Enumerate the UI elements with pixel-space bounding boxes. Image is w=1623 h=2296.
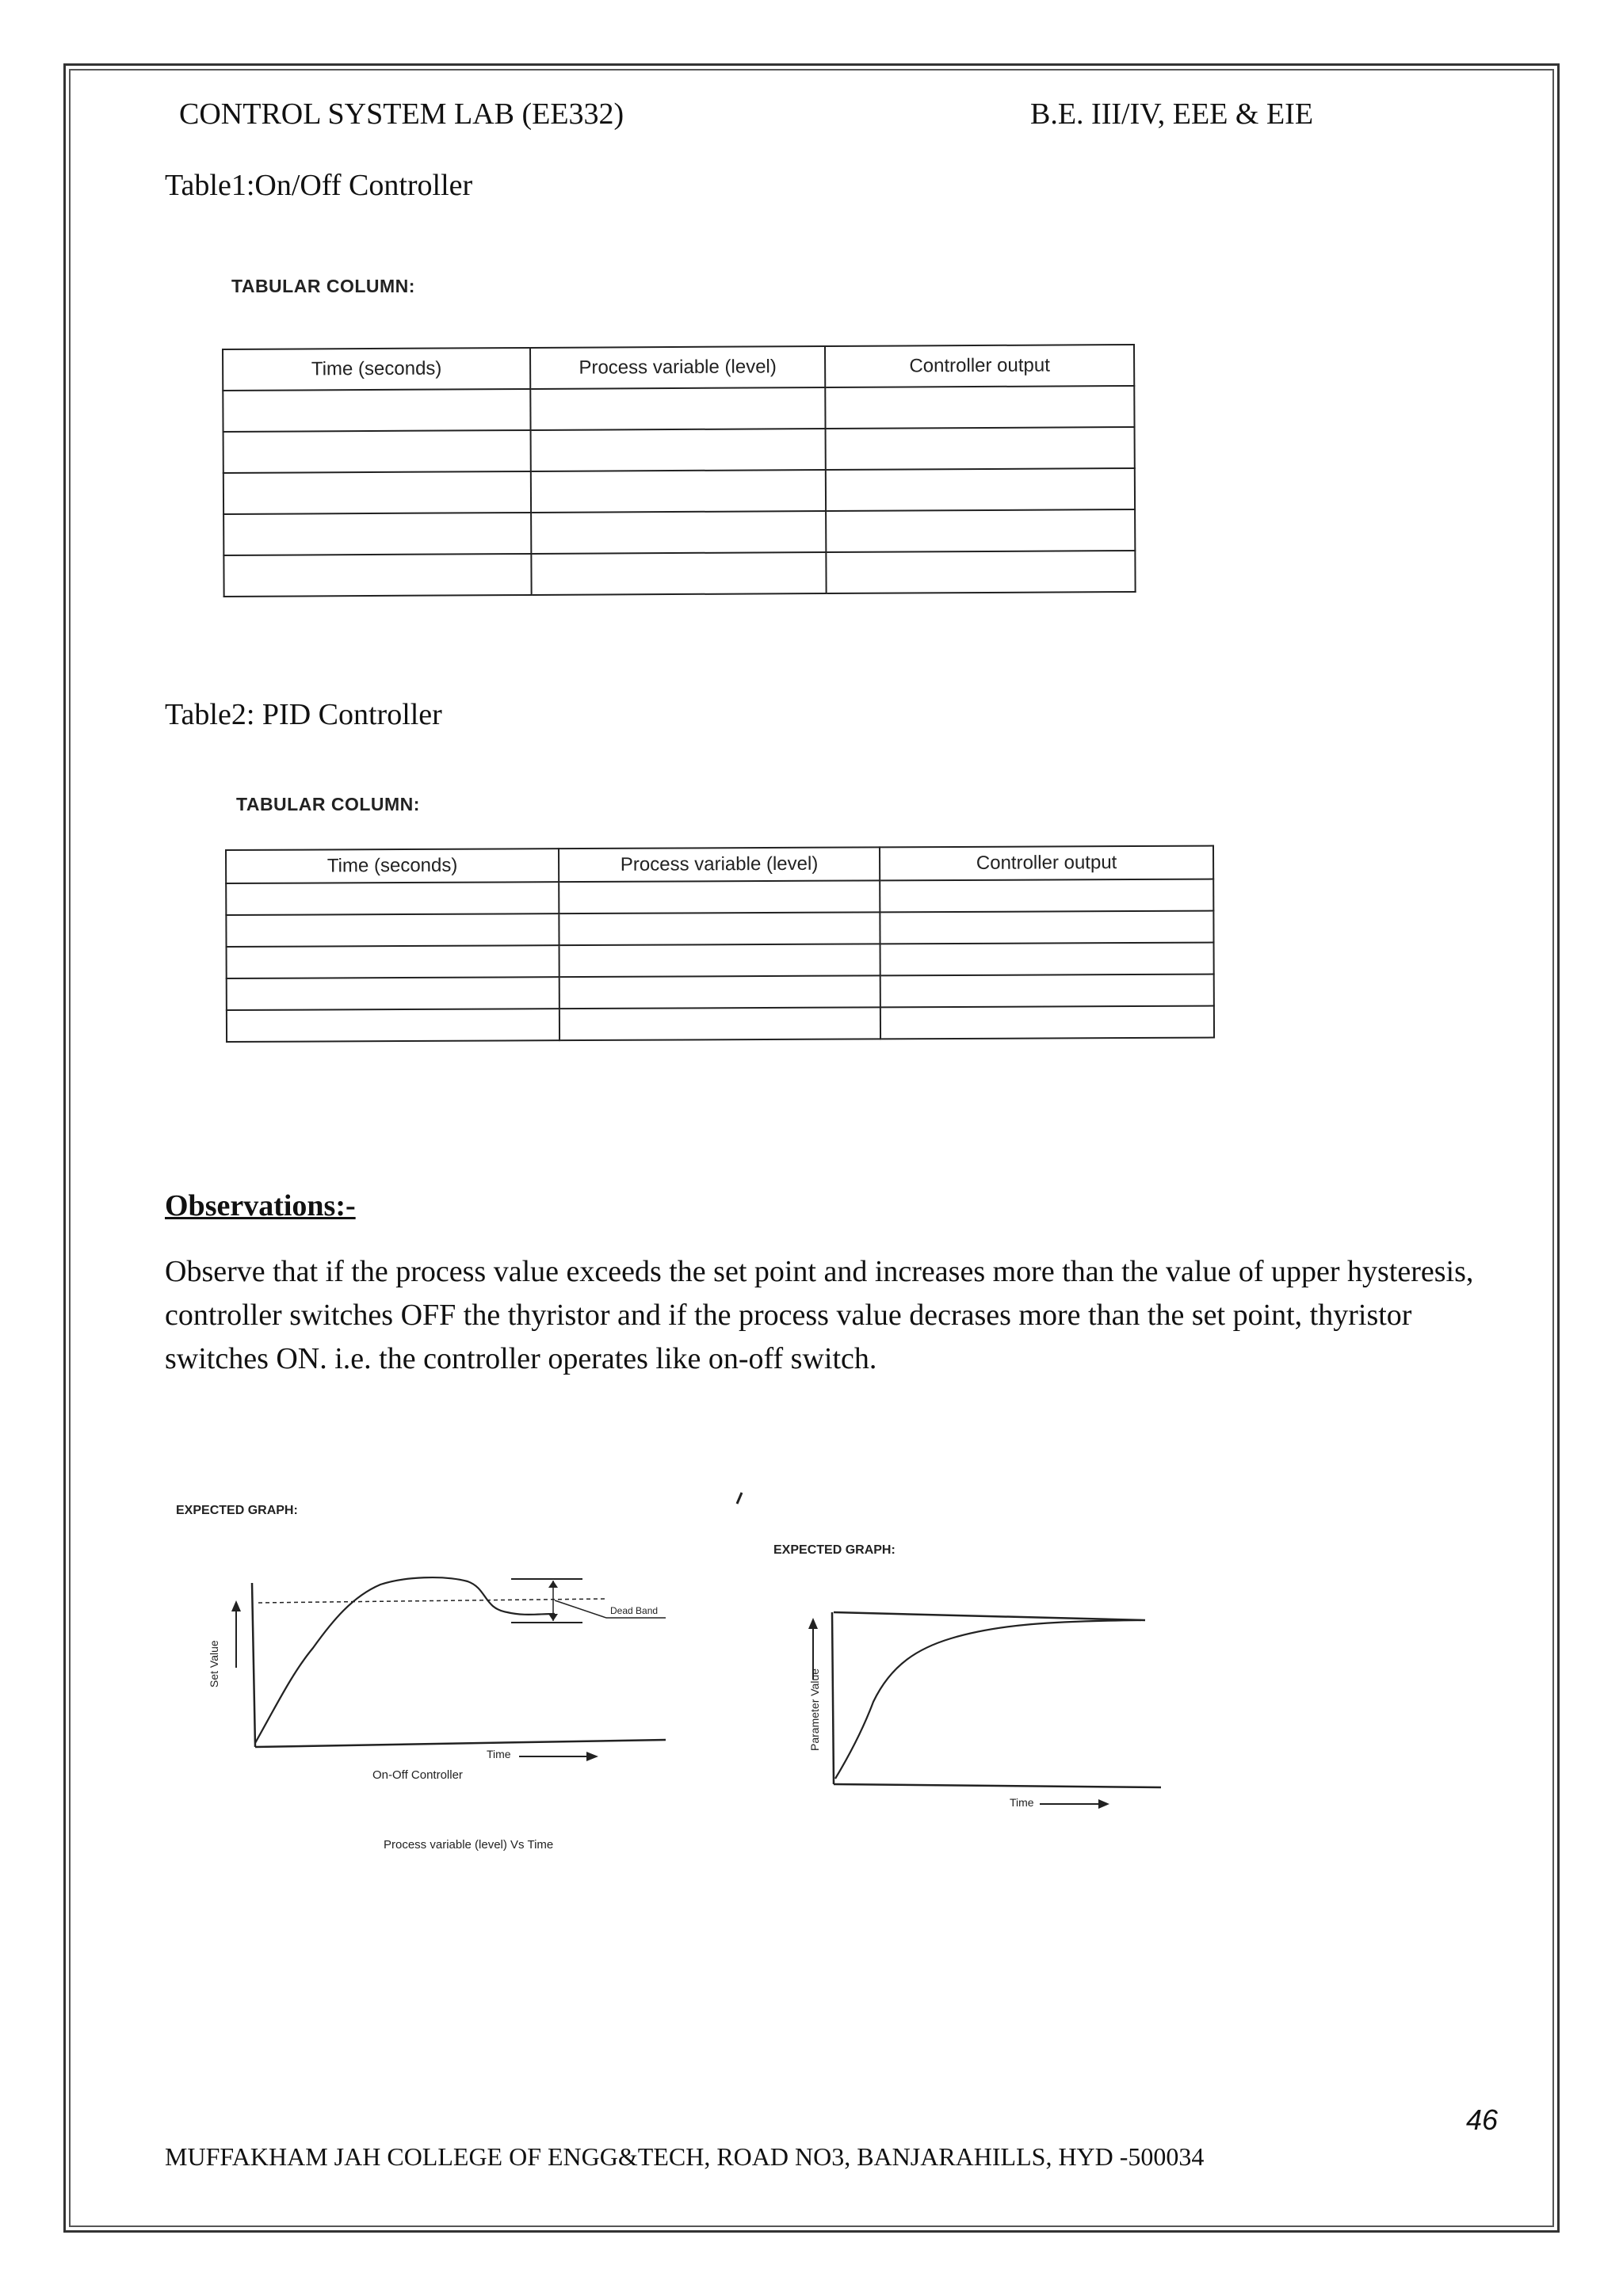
table1-caption: Table1:On/Off Controller — [165, 169, 473, 202]
table2-col-process-variable: Process variable (level) — [559, 847, 880, 882]
graph1-x-label: Time — [487, 1748, 511, 1760]
graph2-y-axis — [832, 1612, 834, 1784]
table1-col-time: Time (seconds) — [223, 348, 530, 391]
graph2-response-curve — [835, 1620, 1141, 1779]
table1-col-controller-output: Controller output — [825, 345, 1134, 387]
graph2-set-point-line — [834, 1612, 1145, 1620]
table1-label: TABULAR COLUMN: — [231, 276, 415, 296]
graph1-dead-band-label: Dead Band — [610, 1605, 659, 1616]
table2-label: TABULAR COLUMN: — [236, 794, 420, 814]
observations-text: Observe that if the process value exceeds the set point and increases more than the value of upper hysteresis, controller switches OFF the thyristor and if the process value decrases more than the set point, thyristor switches ON. i.e. the controller operates like on-off switch. — [165, 1255, 1474, 1375]
graph1-subtitle: On-Off Controller — [372, 1768, 463, 1782]
graph2-x-axis — [834, 1784, 1161, 1787]
graph2-x-arrowhead — [1098, 1799, 1109, 1809]
graph2-x-label: Time — [1010, 1796, 1034, 1809]
table1-col-process-variable: Process variable (level) — [530, 346, 825, 389]
table2-col-time: Time (seconds) — [226, 849, 559, 883]
graph1-title: EXPECTED GRAPH: — [176, 1504, 298, 1517]
header-program: B.E. III/IV, EEE & EIE — [1030, 97, 1314, 131]
footer-address: MUFFAKHAM JAH COLLEGE OF ENGG&TECH, ROAD NO3, BANJARAHILLS, HYD -500034 — [165, 2142, 1205, 2171]
header-course-title: CONTROL SYSTEM LAB (EE332) — [179, 97, 624, 131]
graph1-caption: Process variable (level) Vs Time — [384, 1838, 554, 1852]
table2-col-controller-output: Controller output — [880, 846, 1213, 881]
table2-caption: Table2: PID Controller — [165, 698, 442, 731]
graph1-y-label: Set Value — [208, 1640, 220, 1688]
graph2-title: EXPECTED GRAPH: — [773, 1543, 896, 1557]
page-number: 46 — [1466, 2103, 1499, 2136]
graph2-y-label: Parameter Value — [808, 1668, 821, 1751]
observations-heading: Observations:- — [165, 1189, 356, 1222]
graph2-y-arrowhead — [808, 1618, 818, 1629]
